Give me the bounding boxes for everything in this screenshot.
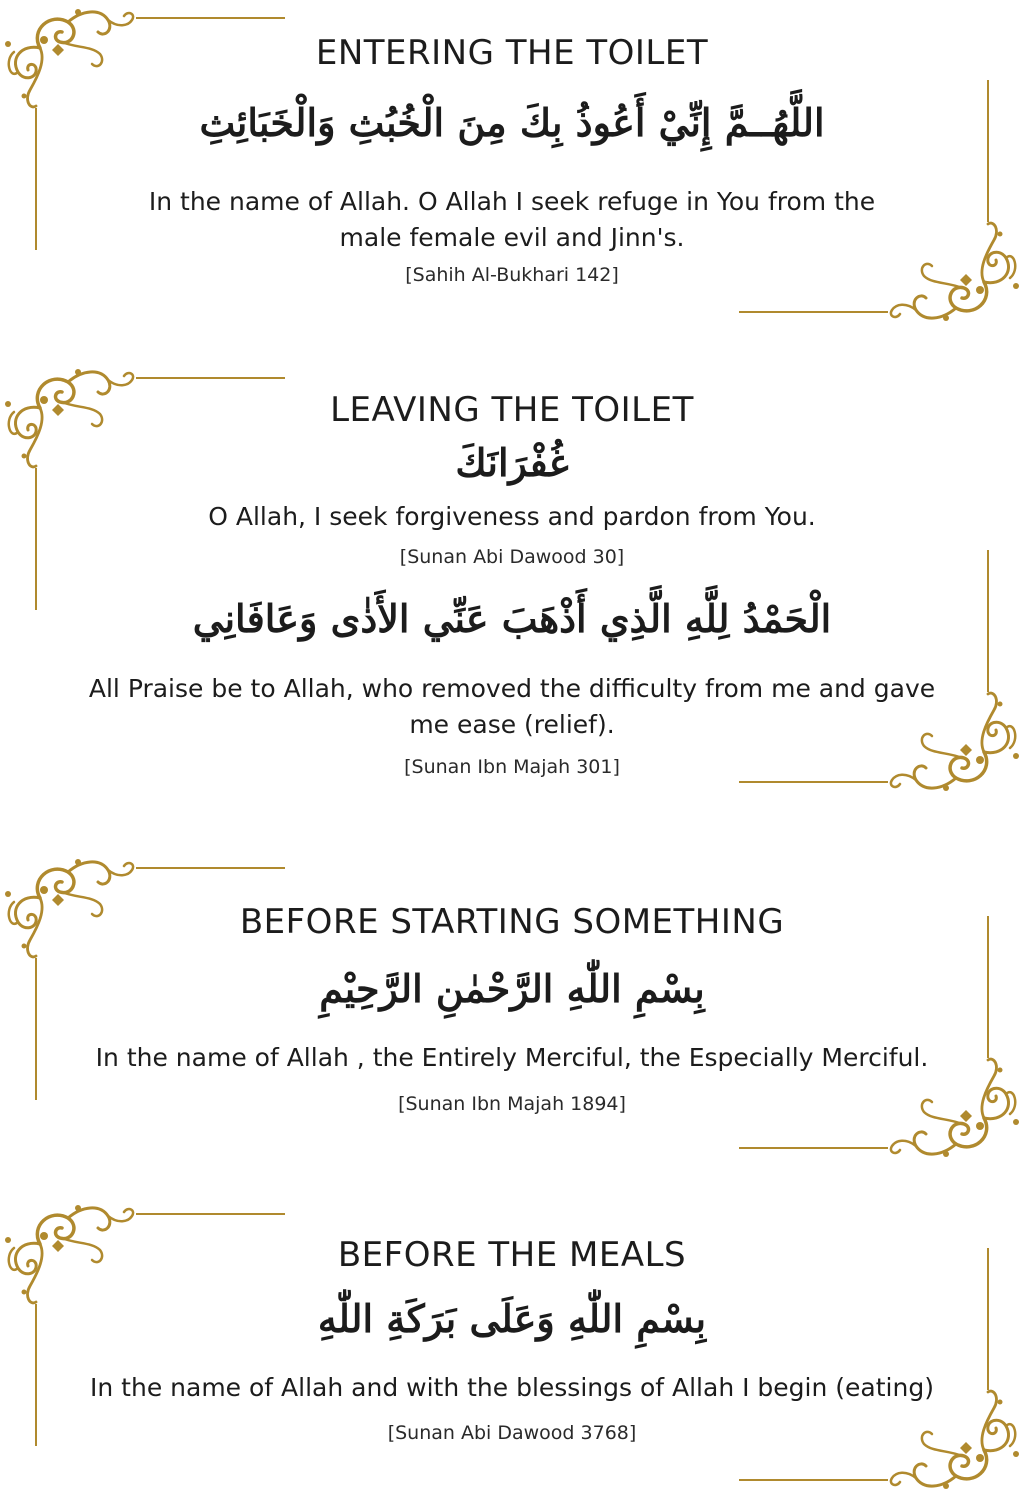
translation-line-1: In the name of Allah. O Allah I seek refuge in You from the: [148, 187, 876, 216]
translation2-line-2: me ease (relief).: [409, 710, 615, 739]
hadith-source: [Sunan Abi Dawood 3768]: [387, 1422, 637, 1444]
floral-corner-bottom-right-2: [734, 500, 1024, 800]
arabic-supplication: بِسْمِ اللّٰهِ الرَّحْمٰنِ الرَّحِيْمِ: [319, 966, 705, 1011]
hadith-source: [Sunan Abi Dawood 30]: [399, 546, 625, 568]
hadith-source: [Sunan Ibn Majah 1894]: [398, 1093, 626, 1115]
section-heading: ENTERING THE TOILET: [315, 33, 709, 73]
translation-line-1: In the name of Allah and with the blessings of Allah I begin (eating): [90, 1373, 934, 1402]
arabic-supplication-2: الْحَمْدُ لِلَّهِ الَّذِي أَذْهَبَ عَنِّي الأَذٰى وَعَافَانِي: [192, 596, 832, 641]
section-heading: BEFORE STARTING SOMETHING: [239, 902, 785, 942]
arabic-supplication: غُفْرَانَكَ: [455, 440, 569, 485]
translation-line-2: male female evil and Jinn's.: [339, 223, 685, 252]
arabic-supplication: اللَّهُــمَّ إِنِّيْ أَعُوذُ بِكَ مِنَ الْخُبُثِ وَالْخَبَائِثِ: [199, 100, 825, 145]
translation-line-1: O Allah, I seek forgiveness and pardon from You.: [208, 502, 816, 531]
hadith-source: [Sahih Al-Bukhari 142]: [405, 264, 619, 286]
translation2-line-1: All Praise be to Allah, who removed the difficulty from me and gave: [88, 674, 936, 703]
arabic-supplication: بِسْمِ اللّٰهِ وَعَلَى بَرَكَةِ اللّٰهِ: [317, 1296, 707, 1341]
section-heading: BEFORE THE MEALS: [337, 1235, 687, 1275]
hadith-source-2: [Sunan Ibn Majah 301]: [404, 756, 620, 778]
translation-line-1: In the name of Allah , the Entirely Merciful, the Especially Merciful.: [95, 1043, 929, 1072]
section-heading: LEAVING THE TOILET: [330, 390, 694, 430]
